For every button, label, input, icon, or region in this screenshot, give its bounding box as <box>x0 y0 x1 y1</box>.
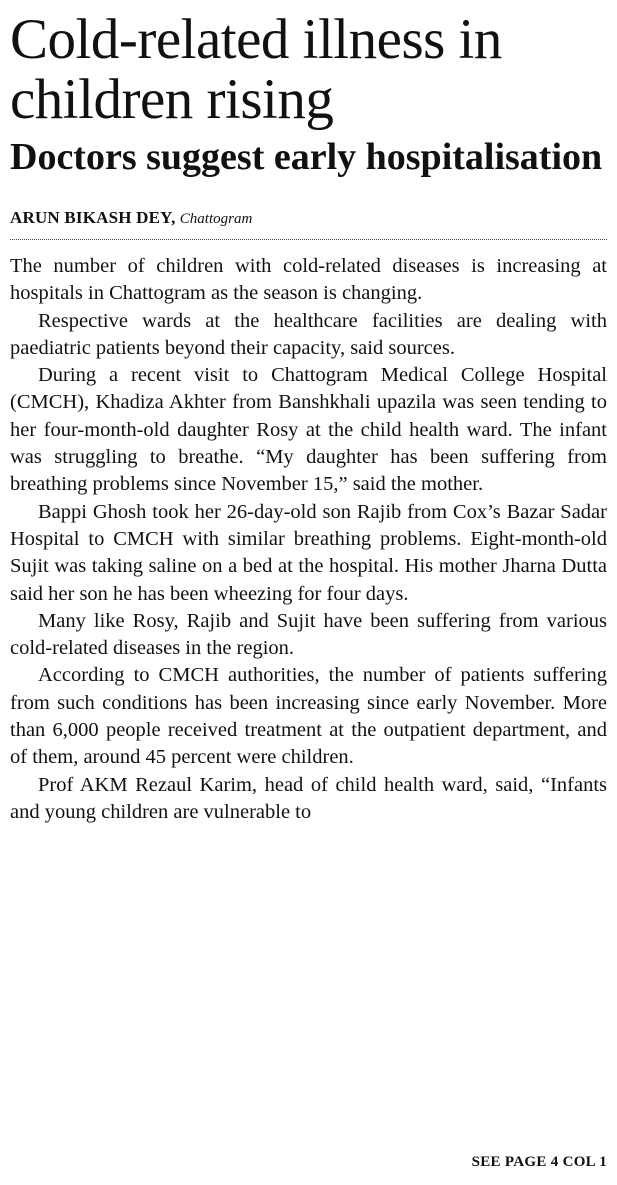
byline-author: ARUN BIKASH DEY, <box>10 208 176 227</box>
article-paragraph: Respective wards at the healthcare facilities are dealing with paediatric patients beyond their capacity, said sources. <box>10 309 607 359</box>
article-paragraph: Many like Rosy, Rajib and Sujit have been suffering from various cold-related diseases in the region. <box>10 609 607 660</box>
subheadline: Doctors suggest early hospitalisation <box>10 136 603 178</box>
article-paragraph: According to CMCH authorities, the number of patients suffering from such conditions has been increasing since early November. More than 6,000 people received treatment at the outpatient department, and of them, around 45 percent were children. <box>10 664 607 769</box>
article-paragraph: Bappi Ghosh took her 26-day-old son Rajib from Cox’s Bazar Sadar Hospital to CMCH with similar breathing problems. Eight-month-old Sujit was taking saline on a bed at the hospital. His mother Jharna Dutta said her son he has been wheezing for four days. <box>10 500 607 605</box>
article-paragraph: Prof AKM Rezaul Karim, head of child health ward, said, “Infants and young children are vulnerable to <box>10 773 607 823</box>
article-paragraph: During a recent visit to Chattogram Medical College Hospital (CMCH), Khadiza Akhter from Banshkhali upazila was seen tending to her four-month-old daughter Rosy at the child health ward. The infant was struggling to breathe. “My daughter has been suffering from breathing problems since November 15,” said the mother. <box>10 364 607 496</box>
byline <box>10 208 607 240</box>
headline: Cold-related illness in children rising <box>10 8 502 131</box>
byline-location: Chattogram <box>179 211 253 227</box>
article-body <box>10 253 607 826</box>
continuation-jump-line: SEE PAGE 4 COL 1 <box>471 1154 607 1170</box>
article-paragraph: The number of children with cold-related diseases is increasing at hospitals in Chattogram as the season is changing. <box>10 255 607 305</box>
